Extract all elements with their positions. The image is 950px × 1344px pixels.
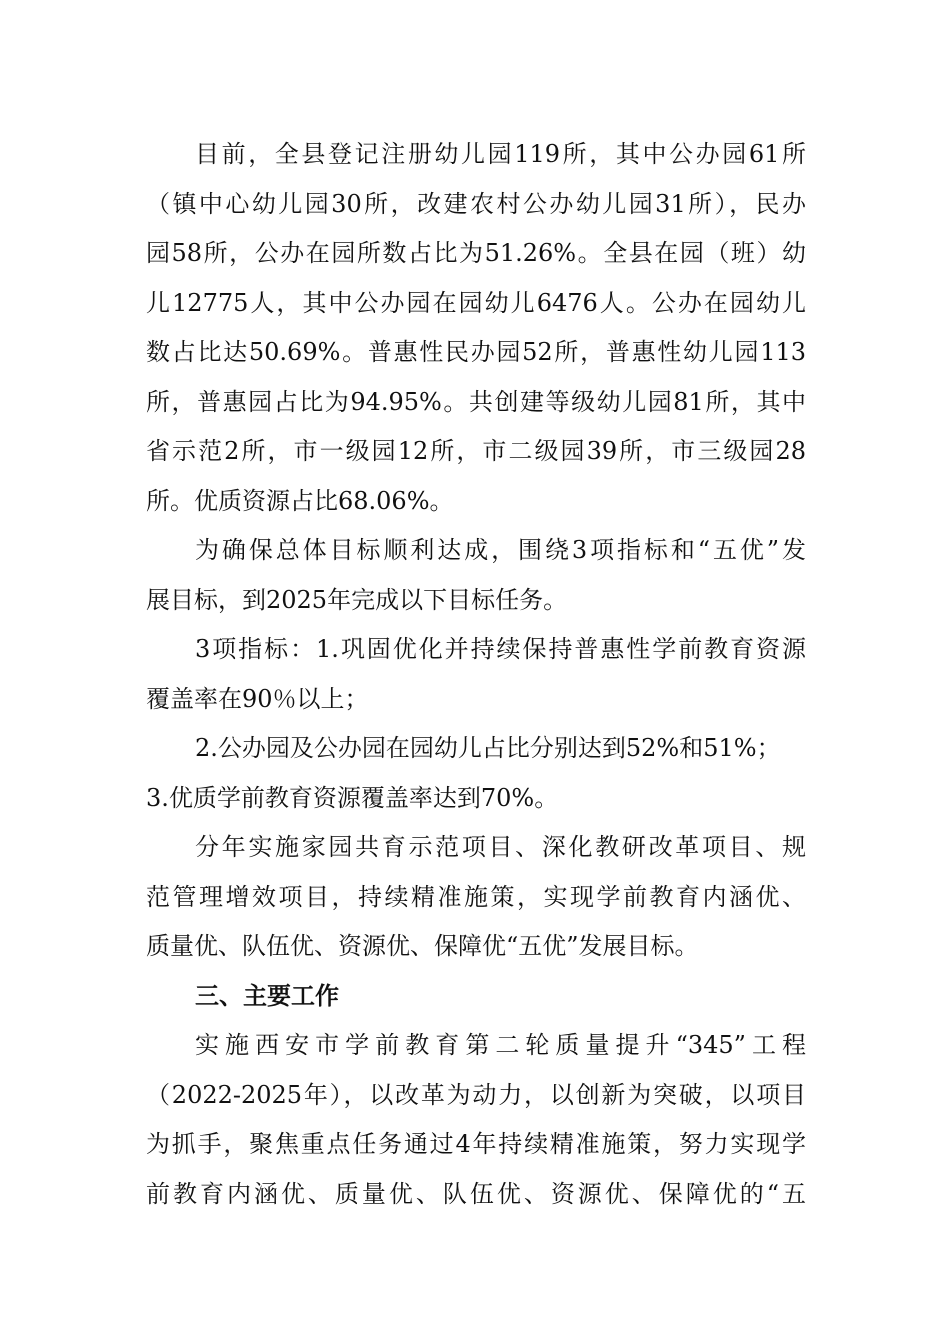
section-heading: 三、主要工作: [195, 981, 339, 1010]
paragraph-line: 分年实施家园共育示范项目、深化教研改革项目、规: [195, 833, 806, 861]
paragraph-line: 前教育内涵优、质量优、队伍优、资源优、保障优的“五: [146, 1179, 806, 1208]
paragraph-line: 所。优质资源占比68.06%。: [146, 486, 454, 515]
paragraph-line: 园58所，公办在园所数占比为51.26%。全县在园（班）幼: [146, 239, 806, 267]
paragraph-line: 3.优质学前教育资源覆盖率达到70%。: [146, 783, 559, 812]
paragraph-line: 质量优、队伍优、资源优、保障优“五优”发展目标。: [146, 932, 699, 960]
paragraph-line: 2.公办园及公办园在园幼儿占比分别达到52%和51%；: [195, 734, 781, 762]
paragraph-line: 展目标，到2025年完成以下目标任务。: [146, 585, 568, 614]
paragraph-line: （2022-2025年），以改革为动力，以创新为突破，以项目: [146, 1080, 806, 1109]
paragraph-line: 为抓手，聚焦重点任务通过4年持续精准施策，努力实现学: [146, 1130, 806, 1158]
paragraph-line: 范管理增效项目，持续精准施策，实现学前教育内涵优、: [146, 882, 806, 911]
paragraph-line: 省示范2所，市一级园12所，市二级园39所，市三级园28: [146, 437, 806, 465]
paragraph-line: 所，普惠园占比为94.95%。共创建等级幼儿园81所，其中: [146, 387, 806, 416]
paragraph-line: （镇中心幼儿园30所，改建农村公办幼儿园31所），民办: [146, 189, 806, 218]
document-page: [146, 130, 806, 1219]
paragraph-line: 实施西安市学前教育第二轮质量提升“345”工程: [195, 1031, 806, 1059]
paragraph-line: 目前，全县登记注册幼儿园119所，其中公办园61所: [195, 140, 806, 168]
paragraph-line: 3项指标：1.巩固优化并持续保持普惠性学前教育资源: [195, 635, 806, 663]
paragraph-line: 为确保总体目标顺利达成，围绕3项指标和“五优”发: [195, 536, 806, 564]
paragraph-line: 覆盖率在90％以上；: [146, 684, 369, 713]
paragraph-line: 数占比达50.69%。普惠性民办园52所，普惠性幼儿园113: [146, 338, 806, 366]
paragraph-line: 儿12775人，其中公办园在园幼儿6476人。公办在园幼儿: [146, 288, 806, 317]
